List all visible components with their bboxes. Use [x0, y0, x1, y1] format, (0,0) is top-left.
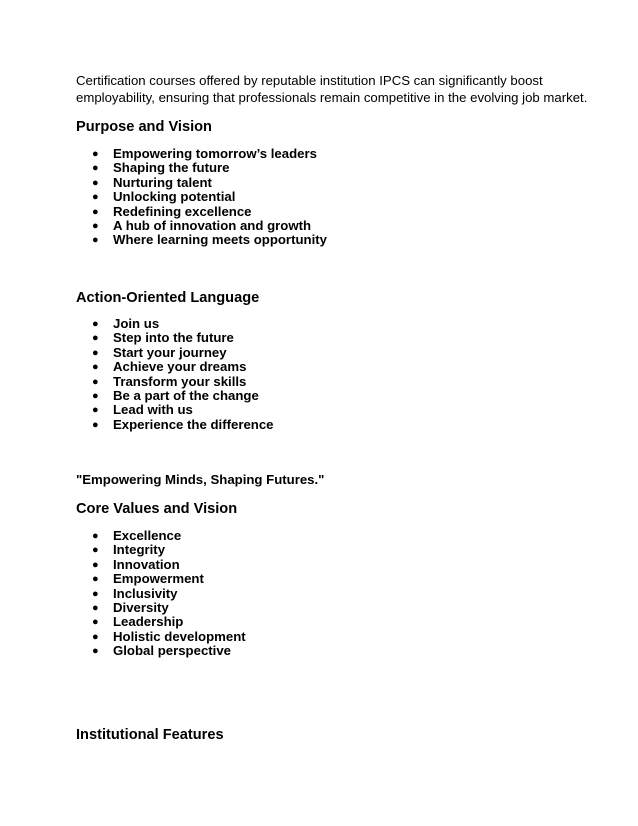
bullet-icon: ●	[92, 176, 99, 189]
section-heading-core: Core Values and Vision	[76, 501, 238, 517]
bullet-icon: ●	[92, 361, 99, 374]
bullet-icon: ●	[92, 148, 99, 160]
section-heading-features: Institutional Features	[76, 727, 224, 743]
bullet-icon: ●	[92, 587, 99, 600]
bullet-icon: ●	[92, 234, 99, 247]
bullet-icon: ●	[92, 375, 99, 388]
bullet-icon: ●	[92, 346, 99, 359]
bullet-icon: ●	[92, 404, 99, 417]
bullet-icon: ●	[92, 318, 99, 330]
bullet-icon: ●	[92, 191, 99, 204]
bullet-icon: ●	[92, 332, 99, 345]
bullet-icon: ●	[92, 389, 99, 402]
bullet-icon: ●	[92, 573, 99, 586]
tagline-quote: "Empowering Minds, Shaping Futures."	[76, 472, 325, 487]
bullet-icon: ●	[92, 645, 99, 658]
bullet-icon: ●	[92, 530, 99, 542]
bullet-icon: ●	[92, 630, 99, 643]
document-page: Certification courses offered by reputable institution IPCS can significantly boost employability, ensuring that professionals remain competitive in the evolving job market. Purpose and Vision ● Empowering tomorrow’s leaders ● Shaping the future ● Nurturing talent ● Unlocking potential ● Redefining excellence ● A hub of innovation and growth ● Where learning meets opportunity Action-Oriented Language ● Join us ● Step into the future ● Start your journey ● Achieve your dreams ● Transform your skills ● Be a part of the change ● Lead with us ● Experience the difference "Empowering Minds, Shaping Futures." Core Values and Vision ● Excellence ● Integrity ● Innovation ● Empowerment ● Inclusivity ● Diversity ● Leadership ● Holistic development ● Global perspective Institutional Features	[0, 0, 638, 826]
intro-paragraph: Certification courses offered by reputable institution IPCS can significantly boost employability, ensuring that professionals remain competitive in the evolving job market.	[76, 73, 588, 105]
bullet-icon: ●	[92, 544, 99, 557]
section-heading-action: Action-Oriented Language	[76, 290, 260, 306]
bullet-icon: ●	[92, 558, 99, 571]
bullet-icon: ●	[92, 601, 99, 614]
bullet-icon: ●	[92, 219, 99, 232]
bullet-icon: ●	[92, 418, 99, 431]
bullet-icon: ●	[92, 162, 99, 175]
section-heading-purpose: Purpose and Vision	[76, 119, 212, 135]
bullet-icon: ●	[92, 205, 99, 218]
bullet-icon: ●	[92, 616, 99, 629]
